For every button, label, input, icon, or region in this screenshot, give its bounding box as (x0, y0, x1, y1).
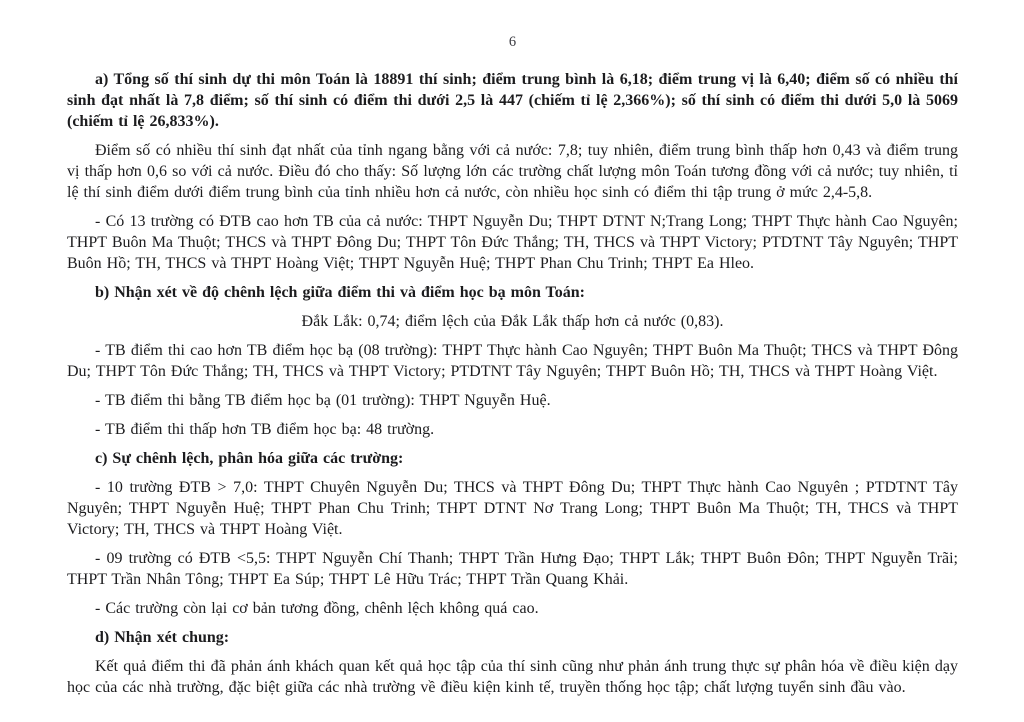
paragraph-13-schools-above-average: - Có 13 trường có ĐTB cao hơn TB của cả nước: THPT Nguyễn Du; THPT DTNT N;Trang Long; THPT Thực hành Cao Nguyên; THPT Buôn Ma Thuột; THCS và THPT Đông Du; THPT Tôn Đức Thắng; TH, THCS và THPT Victory; PTDTNT Tây Nguyên; THPT Buôn Hồ; TH, THCS và THPT Hoàng Việt; THPT Nguyễn Huệ; THPT Phan Chu Trinh; THPT Ea Hleo. (67, 213, 958, 272)
paragraph-a-exam-summary: a) Tổng số thí sinh dự thi môn Toán là 18891 thí sinh; điểm trung bình là 6,18; điểm trung vị là 6,40; điểm số có nhiều thí sinh đạt nhất là 7,8 điểm; số thí sinh có điểm thi dưới 2,5 là 447 (chiếm tỉ lệ 2,366%); số thí sinh có điểm thi dưới 5,0 là 5069 (chiếm tỉ lệ 26,833%). (67, 71, 958, 130)
heading-c-school-differentiation: c) Sự chênh lệch, phân hóa giữa các trường: (95, 450, 404, 467)
paragraph-dak-lak-deviation: Đắk Lắk: 0,74; điểm lệch của Đắk Lắk thấp hơn cả nước (0,83). (301, 313, 724, 330)
page-number: 6 (508, 34, 517, 50)
paragraph-schools-above-7: - 10 trường ĐTB > 7,0: THPT Chuyên Nguyễn Du; THCS và THPT Đông Du; THPT Thực hành Cao Nguyên ; PTDTNT Tây Nguyên; THPT Nguyễn Huệ; THPT Phan Chu Trinh; THPT DTNT Nơ Trang Long; THPT Buôn Ma Thuột; TH, THCS và THPT Victory; TH, THCS và THPT Hoàng Việt. (67, 479, 958, 538)
paragraph-general-conclusion: Kết quả điểm thi đã phản ánh khách quan kết quả học tập của thí sinh cũng như phản ánh trung thực sự phân hóa về điều kiện dạy học của các nhà trường, đặc biệt giữa các nhà trường về điều kiện kinh tế, truyền thống học tập; chất lượng tuyển sinh đầu vào. (67, 658, 958, 696)
paragraph-schools-below-5-5: - 09 trường có ĐTB <5,5: THPT Nguyễn Chí Thanh; THPT Trần Hưng Đạo; THPT Lắk; THPT Buôn Đôn; THPT Nguyễn Trãi; THPT Trần Nhân Tông; THPT Ea Súp; THPT Lê Hữu Trác; THPT Trần Quang Khải. (67, 550, 958, 588)
heading-b-score-gap: b) Nhận xét về độ chênh lệch giữa điểm thi và điểm học bạ môn Toán: (95, 284, 585, 301)
paragraph-province-comparison: Điểm số có nhiều thí sinh đạt nhất của tỉnh ngang bằng với cả nước: 7,8; tuy nhiên, điểm trung bình thấp hơn 0,43 và điểm trung vị thấp hơn 0,6 so với cả nước. Điều đó cho thấy: Số lượng lớn các trường chất lượng môn Toán tương đồng với cả nước; tuy nhiên, tỉ lệ thí sinh điểm dưới điểm trung bình của tỉnh nhiều hơn cả nước, còn nhiều học sinh có điểm thi tập trung ở mức 2,4-5,8. (67, 142, 958, 201)
heading-d-general-remarks: d) Nhận xét chung: (95, 629, 230, 646)
paragraph-remaining-schools: - Các trường còn lại cơ bản tương đồng, chênh lệch không quá cao. (95, 600, 539, 617)
paragraph-exam-lower-than-transcript: - TB điểm thi thấp hơn TB điểm học bạ: 48 trường. (95, 421, 435, 438)
paragraph-exam-higher-than-transcript: - TB điểm thi cao hơn TB điểm học bạ (08 trường): THPT Thực hành Cao Nguyên; THPT Buôn Ma Thuột; THCS và THPT Đông Du; THPT Tôn Đức Thắng; TH, THCS và THPT Victory; PTDTNT Tây Nguyên; THPT Buôn Hồ; TH, THCS và THPT Hoàng Việt. (67, 342, 958, 380)
paragraph-exam-equal-transcript: - TB điểm thi bằng TB điểm học bạ (01 trường): THPT Nguyễn Huệ. (95, 392, 551, 409)
